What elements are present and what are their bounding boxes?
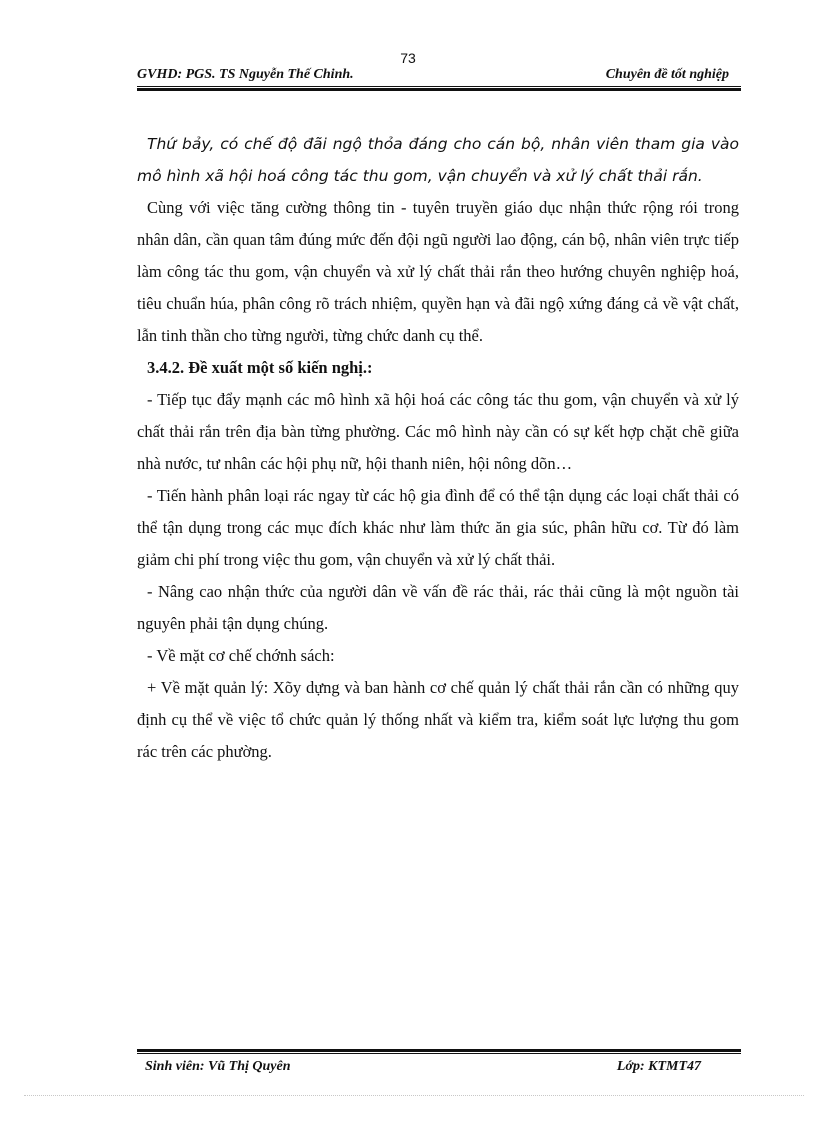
- footer-class: Lớp: KTMT47: [616, 1059, 701, 1074]
- paragraph-propaganda: Cùng với việc tăng cường thông tin - tuyên truyền giáo dục nhận thức rộng rói trong nhân dân, cần quan tâm đúng mức đến đội ngũ người lao động, cán bộ, nhân viên trực tiếp làm công tác thu gom, vận chuyển và xử lý chất thải rắn theo hướng chuyên nghiệp hoá, tiêu chuẩn húa, phân công rõ trách nhiệm, quyền hạn và đãi ngộ xứng đáng cả về vật chất, lẫn tinh thần cho từng người, từng chức danh cụ thể.: [137, 198, 739, 345]
- header-document-type: Chuyên đề tốt nghiệp: [605, 67, 729, 82]
- page-edge-divider: [24, 1095, 804, 1096]
- page-number: 73: [400, 50, 416, 66]
- section-heading: 3.4.2. Đề xuất một số kiến nghị.:: [147, 358, 373, 377]
- paragraph-policy-mechanism: - Về mặt cơ chế chớnh sách:: [147, 646, 335, 665]
- paragraph-management: + Về mặt quản lý: Xõy dựng và ban hành cơ chế quản lý chất thải rắn cần có những quy định cụ thể về việc tổ chức quản lý thống nhất và kiểm tra, kiểm soát lực lượng thu gom rác trên các phường.: [137, 678, 739, 761]
- paragraph-awareness: - Nâng cao nhận thức của người dân về vấn đề rác thải, rác thải cũng là một nguồn tài nguyên phải tận dụng chúng.: [137, 582, 739, 633]
- page-footer: [137, 1059, 741, 1079]
- header-rule: [137, 86, 741, 91]
- footer-rule: [137, 1049, 741, 1054]
- paragraph-waste-sorting: - Tiến hành phân loại rác ngay từ các hộ gia đình để có thể tận dụng các loại chất thải có thể tận dụng trong các mục đích khác như làm thức ăn gia súc, phân hữu cơ. Từ đó làm giảm chi phí trong việc thu gom, vận chuyển và xử lý chất thải.: [137, 486, 739, 569]
- page-body: [137, 128, 739, 768]
- footer-student: Sinh viên: Vũ Thị Quyên: [145, 1059, 291, 1074]
- paragraph-socialization: - Tiếp tục đẩy mạnh các mô hình xã hội hoá các công tác thu gom, vận chuyển và xử lý chất thải rắn trên địa bàn từng phường. Các mô hình này cần có sự kết hợp chặt chẽ giữa nhà nước, tư nhân các hội phụ nữ, hội thanh niên, hội nông dõn…: [137, 390, 739, 473]
- paragraph-seventh-measure: Thứ bảy, có chế độ đãi ngộ thỏa đáng cho cán bộ, nhân viên tham gia vào mô hình xã hội hoá công tác thu gom, vận chuyển và xử lý chất thải rắn.: [137, 135, 739, 185]
- header-supervisor: GVHD: PGS. TS Nguyễn Thế Chinh.: [137, 67, 354, 82]
